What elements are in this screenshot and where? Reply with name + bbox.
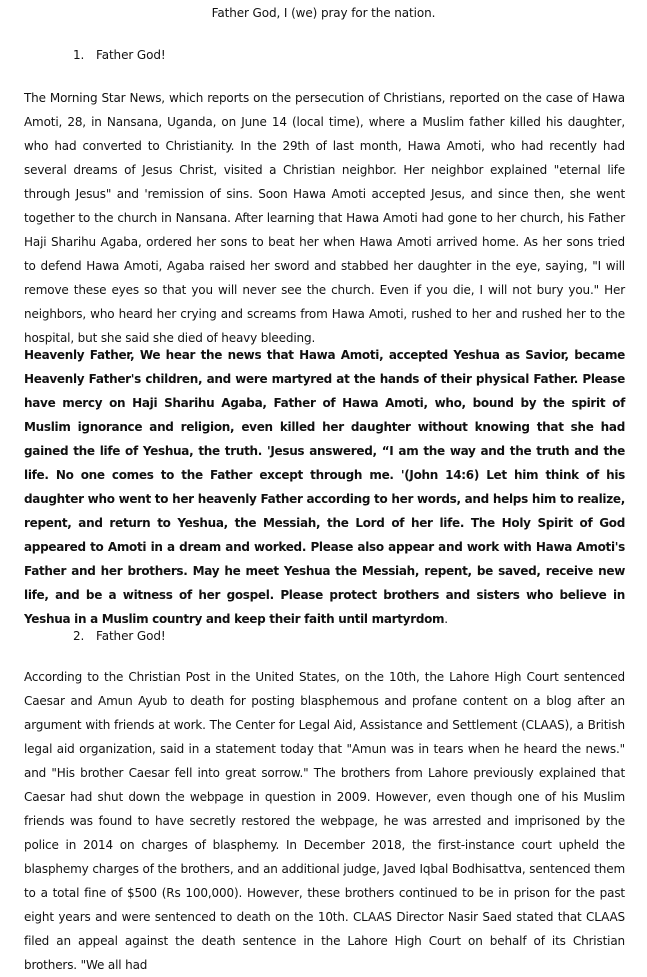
section-1-prayer-paragraph (24, 343, 625, 631)
section-2-number: 2. (73, 629, 85, 643)
section-2-news-paragraph: According to the Christian Post in the United States, on the 10th, the Lahore High Court sentenced Caesar and Amun Ayub to death for posting blasphemous and profane content on a blog after an argument with friends at work. The Center for Legal Aid, Assistance and Settlement (CLAAS), a British legal aid organization, said in a statement today that "Amun was in tears when he heard the news." and "His brother Caesar fell into great sorrow." The brothers from Lahore previously explained that Caesar had shut down the webpage in question in 2009. However, even though one of his Muslim friends was found to have secretly restored the webpage, he was arrested and imprisoned by the police in 2014 on charges of blasphemy. In December 2018, the first-instance court upheld the blasphemy charges of the brothers, and an additional judge, Javed Iqbal Bodhisattva, sentenced them to a total fine of $500 (Rs 100,000). However, these brothers continued to be in prison for the past eight years and were sentenced to death on the 10th. CLAAS Director Nasir Saed stated that CLAAS filed an appeal against the death sentence in the Lahore High Court on behalf of its Christian brothers. "We all had (24, 670, 625, 972)
section-1-prayer-text: Heavenly Father, We hear the news that Hawa Amoti, accepted Yeshua as Savior, became Heavenly Father's children, and were martyred at the hands of their physical Father. Please have mercy on Haji Sharihu Agaba, Father of Hawa Amoti, who, bound by the spirit of Muslim ignorance and religion, even killed her daughter without knowing that she had gained the life of Yeshua, the truth. 'Jesus answered, “I am the way and the truth and the life. No one comes to the Father except through me. '(John 14:6) Let him think of his daughter who went to her heavenly Father according to her words, and helps him to realize, repent, and return to Yeshua, the Messiah, the Lord of her life. The Holy Spirit of God appeared to Amoti in a dream and worked. Please also appear and work with Hawa Amoti's Father and her brothers. May he meet Yeshua the Messiah, repent, be saved, receive new life, and be a witness of her gospel. Please protect brothers and sisters who believe in Yeshua in a Muslim country and keep their faith until martyrdom (24, 348, 625, 626)
section-1-heading-text: Father God! (96, 48, 166, 62)
section-2-heading-text: Father God! (96, 629, 166, 643)
section-2-heading (73, 627, 166, 645)
section-1-prayer-end: . (444, 612, 448, 626)
section-1-number: 1. (73, 48, 85, 62)
section-1-news-paragraph: The Morning Star News, which reports on the persecution of Christians, reported on the case of Hawa Amoti, 28, in Nansana, Uganda, on June 14 (local time), where a Muslim father killed his daughter, who had converted to Christianity. In the 29th of last month, Hawa Amoti, who had recently had several dreams of Jesus Christ, visited a Christian neighbor. Her neighbor explained "eternal life through Jesus" and 'remission of sins. Soon Hawa Amoti accepted Jesus, and since then, she went together to the church in Nansana. After learning that Hawa Amoti had gone to her church, his Father Haji Sharihu Agaba, ordered her sons to beat her when Hawa Amoti arrived home. As her sons tried to defend Hawa Amoti, Agaba raised her sword and stabbed her daughter in the eye, saying, "I will remove these eyes so that you will never see the church. Even if you die, I will not bury you." Her neighbors, who heard her crying and screams from Hawa Amoti, rushed to her and rushed her to the hospital, but she said she died of heavy bleeding. (24, 91, 625, 345)
document-title: Father God, I (we) pray for the nation. (211, 6, 436, 20)
section-1-heading (73, 46, 166, 64)
